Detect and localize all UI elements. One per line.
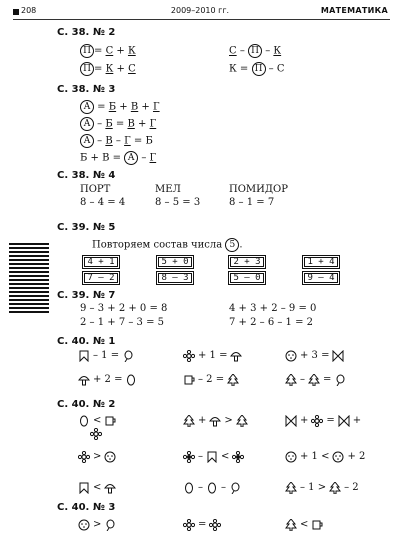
word: ПОМИДОР [229, 184, 288, 195]
mushroom-icon [209, 415, 221, 427]
section-title: С. 39. № 5 [57, 222, 116, 233]
butterfly-icon [285, 415, 297, 427]
ball-icon [104, 451, 116, 463]
equation: П = С + К [80, 44, 136, 58]
equation: 8 – 4 = 4 [80, 197, 126, 208]
bookmark-icon [78, 482, 90, 494]
number-box: 5 – 0 [228, 271, 266, 285]
ball-icon [285, 451, 297, 463]
picture-equation: + 2 = [78, 373, 137, 387]
equation: П = К + С [80, 62, 136, 76]
tree-icon [236, 415, 248, 427]
leaf-icon [183, 482, 195, 494]
picture-equation: – = [285, 373, 346, 387]
picture-equation: – 1 = [78, 349, 134, 363]
picture-equation: – 2 = [183, 373, 239, 387]
equation: А – В – Г = Б [80, 134, 153, 148]
section-title: С. 40. № 3 [57, 502, 116, 513]
picture-equation: > [78, 450, 116, 464]
equation: Б + В = А – Г [80, 152, 157, 164]
picture-equation: + 1 = [183, 349, 242, 363]
leaf-icon [206, 482, 218, 494]
ball-icon [332, 451, 344, 463]
picture-equation: – 1 > – 2 [285, 481, 359, 495]
page-number: 208 [21, 6, 37, 15]
picture-equation: < [78, 481, 116, 495]
equation: А = Б + В + Г [80, 100, 160, 114]
number-box: 9 – 4 [302, 271, 340, 285]
mushroom-icon [78, 374, 90, 386]
butterfly-icon [338, 415, 350, 427]
equation: 9 – 3 + 2 + 0 = 8 [80, 303, 168, 314]
equation: 8 – 5 = 3 [155, 197, 201, 208]
number-box: 2 + 3 [228, 255, 266, 269]
picture-equation: – – [183, 481, 241, 495]
tree-icon [329, 482, 341, 494]
butterfly-icon [332, 350, 344, 362]
equation: С – П – К [229, 45, 282, 57]
section-title: С. 40. № 2 [57, 399, 116, 410]
balloon-icon [104, 519, 116, 531]
balloon-icon [334, 374, 346, 386]
bookmark-icon [206, 451, 218, 463]
number-box: 1 + 4 [302, 255, 340, 269]
balloon-icon [122, 350, 134, 362]
page-header [0, 5, 400, 19]
prompt-text: Повторяем состав числа 5 . [92, 239, 243, 251]
flower-icon [90, 428, 102, 440]
ball-icon [78, 519, 90, 531]
equation: А – Б = В + Г [80, 117, 156, 131]
balloon-icon [229, 482, 241, 494]
flower-icon [209, 519, 221, 531]
tree-icon [183, 415, 195, 427]
flower-icon [311, 415, 323, 427]
picture-equation: + > [183, 414, 248, 428]
tree-icon [285, 519, 297, 531]
equation: 8 – 1 = 7 [229, 197, 275, 208]
cup-icon [183, 374, 195, 386]
number-box: 8 – 3 [156, 271, 194, 285]
leaf-icon [78, 415, 90, 427]
word: ПОРТ [80, 184, 111, 195]
number-box: 4 + 1 [82, 255, 120, 269]
section-title: С. 39. № 7 [57, 290, 116, 301]
mushroom-icon [104, 482, 116, 494]
flower-icon [183, 519, 195, 531]
picture-equation: < [285, 518, 323, 532]
bookmark-icon [78, 350, 90, 362]
equation: 7 + 2 – 6 – 1 = 2 [229, 317, 313, 328]
cup-icon [104, 415, 116, 427]
picture-equation: < [78, 414, 116, 428]
header-subject: МАТЕМАТИКА [320, 6, 388, 15]
flower-icon [183, 350, 195, 362]
equation: К = П – С [229, 63, 285, 75]
picture-equation: = [183, 518, 221, 532]
number-box: 5 + 0 [156, 255, 194, 269]
picture-equation: + 1 < + 2 [285, 450, 365, 464]
picture-equation: + = + [285, 414, 361, 428]
ball-icon [285, 350, 297, 362]
leaf-icon [125, 374, 137, 386]
section-title: С. 38. № 4 [57, 170, 116, 181]
header-years: 2009–2010 гг. [170, 6, 230, 15]
barcode-icon [9, 243, 49, 315]
picture-equation: – < [183, 450, 244, 464]
mushroom-icon [230, 350, 242, 362]
tree-icon [285, 482, 297, 494]
section-title: С. 38. № 2 [57, 27, 116, 38]
equation: 2 – 1 + 7 – 3 = 5 [80, 317, 164, 328]
flower-icon [78, 451, 90, 463]
flower-icon [183, 451, 195, 463]
tree-icon [227, 374, 239, 386]
section-title: С. 38. № 3 [57, 84, 116, 95]
equation: 4 + 3 + 2 – 9 = 0 [229, 303, 317, 314]
tree-icon [285, 374, 297, 386]
picture-equation [90, 428, 102, 440]
number-box: 7 – 2 [82, 271, 120, 285]
cup-icon [311, 519, 323, 531]
word: МЕЛ [155, 184, 181, 195]
flower-icon [232, 451, 244, 463]
tree-icon [308, 374, 320, 386]
header-rule [13, 19, 390, 20]
picture-equation: + 3 = [285, 349, 344, 363]
picture-equation: > [78, 518, 116, 532]
section-title: С. 40. № 1 [57, 336, 116, 347]
